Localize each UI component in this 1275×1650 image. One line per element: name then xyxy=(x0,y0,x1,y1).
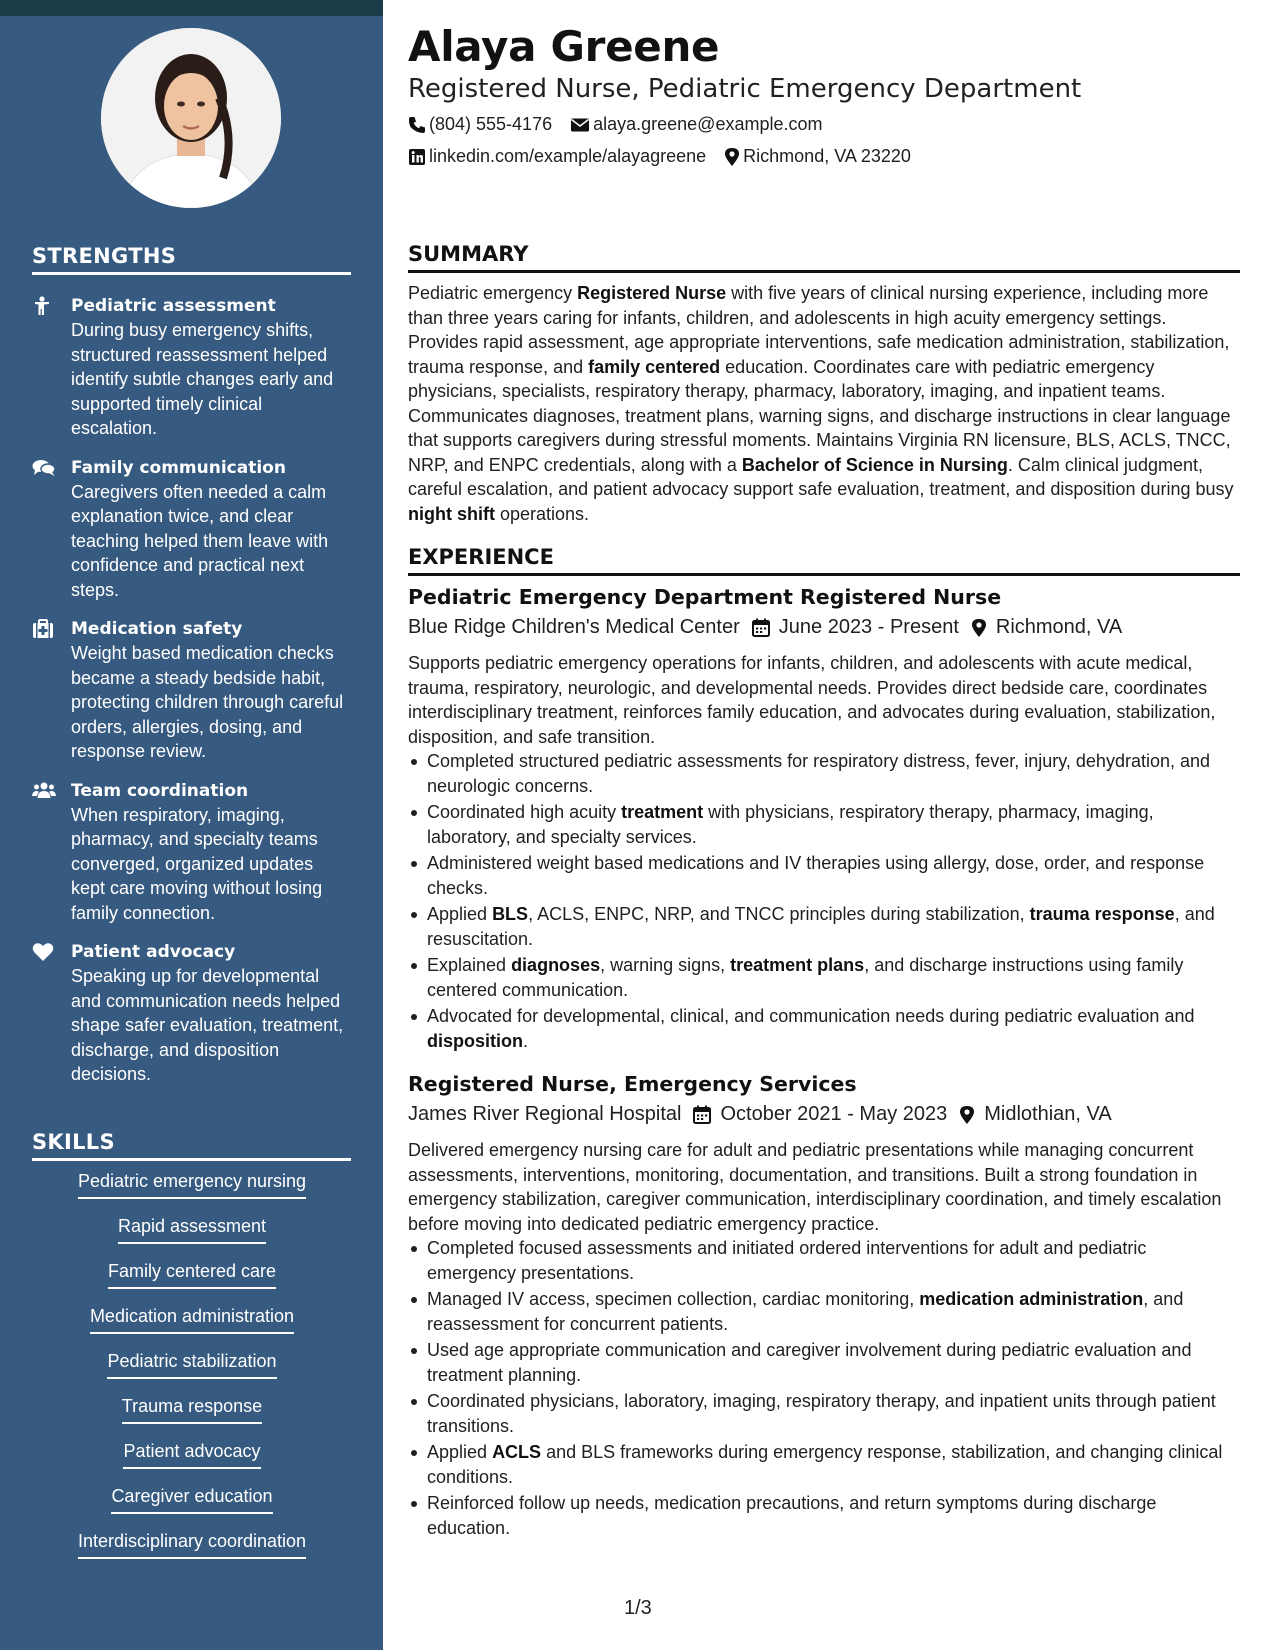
strength-item xyxy=(32,617,352,764)
skill-tag xyxy=(32,1168,352,1213)
text-run: Coordinated high acuity xyxy=(427,802,622,822)
job-bullets xyxy=(408,1236,1240,1542)
text-run: Advocated for developmental, clinical, and communication needs during pediatric evaluation and xyxy=(427,1006,1195,1026)
strengths-heading: STRENGTHS xyxy=(32,244,177,268)
text-run: with physicians, respiratory therapy, pharmacy, imaging, laboratory, and specialty services. xyxy=(427,802,1154,847)
strength-description: Weight based medication checks became a steady bedside habit, protecting children through careful orders, allergies, dosing, and response review. xyxy=(71,643,344,761)
skills-list xyxy=(32,1168,352,1573)
calendar-icon xyxy=(740,618,779,637)
job-title: Pediatric Emergency Department Registered Nurse xyxy=(408,585,1002,609)
skill-tag xyxy=(32,1213,352,1258)
text-run: Managed IV access, specimen collection, cardiac monitoring, xyxy=(427,1289,920,1309)
summary-heading: SUMMARY xyxy=(408,242,529,266)
text-run: Administered weight based medications and IV therapies using allergy, dose, order, and response checks. xyxy=(427,853,1205,898)
contact-row-1 xyxy=(408,114,841,135)
skill-label: Family centered care xyxy=(108,1258,276,1289)
emphasis-text: ACLS xyxy=(492,1442,542,1462)
person-icon xyxy=(32,296,71,316)
strength-title: Family communication xyxy=(71,457,286,478)
strength-title: Pediatric assessment xyxy=(71,296,276,316)
text-run: Completed structured pediatric assessments for respiratory distress, fever, injury, dehydration, and neurologic concerns. xyxy=(427,751,1211,796)
text-run: . Calm clinical judgment, careful escalation, and patient advocacy support safe evaluation, treatment, and disposition during busy xyxy=(408,454,1234,499)
calendar-icon xyxy=(681,1105,720,1124)
strength-description: Caregivers often needed a calm explanation twice, and clear teaching helped them leave with confidence and practical next steps. xyxy=(71,481,329,600)
text-run: Pediatric emergency xyxy=(408,283,578,303)
contact-row-2 xyxy=(408,146,929,167)
job-title: Registered Nurse, Emergency Services xyxy=(408,1072,857,1096)
bullet-item xyxy=(408,1004,1240,1053)
strengths-divider xyxy=(32,272,351,275)
text-run: Completed focused assessments and initiated ordered interventions for adult and pediatric emergency presentations. xyxy=(427,1238,1147,1283)
envelope-icon xyxy=(570,117,593,133)
profile-photo xyxy=(101,28,281,208)
job-meta xyxy=(408,616,1122,639)
bullet-item xyxy=(408,749,1240,798)
emphasis-text: treatment xyxy=(621,802,704,822)
bullet-item xyxy=(408,1491,1240,1540)
bullet-item xyxy=(408,953,1240,1002)
text-run: Reinforced follow up needs, medication precautions, and return symptoms during discharge education. xyxy=(427,1493,1157,1538)
skill-label: Pediatric emergency nursing xyxy=(78,1168,306,1199)
phone-icon xyxy=(408,116,429,134)
bullet-item xyxy=(408,851,1240,900)
candidate-headline: Registered Nurse, Pediatric Emergency Department xyxy=(408,74,1082,104)
text-run: Coordinated physicians, laboratory, imaging, respiratory therapy, and inpatient units through patient transitions. xyxy=(427,1391,1216,1436)
strength-item xyxy=(32,779,352,926)
bullet-item xyxy=(408,1440,1240,1489)
map-pin-icon xyxy=(724,147,743,167)
job-bullets xyxy=(408,749,1240,1055)
employer-name: Blue Ridge Children's Medical Center xyxy=(408,616,740,638)
emphasis-text: trauma response xyxy=(1029,904,1175,924)
skill-tag xyxy=(32,1438,352,1483)
job-description: Delivered emergency nursing care for adult and pediatric presentations while managing concurrent assessments, interventions, monitoring, documentation, and transitions. Built a strong foundation in emergency stabilization, caregiver communication, interdisciplinary coordination, and timely escalation before moving into dedicated pediatric emergency practice. xyxy=(408,1140,1222,1234)
heart-icon xyxy=(32,942,71,962)
emphasis-text: Bachelor of Science in Nursing xyxy=(741,454,1008,475)
emphasis-text: diagnoses xyxy=(511,955,601,975)
text-run: , and discharge instructions using family centered communication. xyxy=(427,955,1184,1000)
skill-label: Rapid assessment xyxy=(118,1213,266,1244)
skills-divider xyxy=(32,1158,351,1161)
employer-name: James River Regional Hospital xyxy=(408,1103,682,1125)
email-text: alaya.greene@example.com xyxy=(593,114,823,134)
emphasis-text: Registered Nurse xyxy=(577,283,727,303)
strength-title: Medication safety xyxy=(71,619,243,639)
summary-divider xyxy=(408,270,1240,273)
skill-tag xyxy=(32,1303,352,1348)
emphasis-text: night shift xyxy=(408,503,495,524)
text-run: Explained xyxy=(427,955,512,975)
skill-label: Medication administration xyxy=(90,1303,294,1334)
strength-description: When respiratory, imaging, pharmacy, and specialty teams converged, organized updates kept care moving without losing family connection. xyxy=(71,804,323,923)
strength-description: During busy emergency shifts, structured reassessment helped identify subtle changes early and supported timely clinical escalation. xyxy=(71,320,334,438)
skill-label: Pediatric stabilization xyxy=(107,1348,276,1379)
candidate-name: Alaya Greene xyxy=(408,22,720,71)
strength-item xyxy=(32,456,352,603)
bullet-item xyxy=(408,1287,1240,1336)
experience-heading: EXPERIENCE xyxy=(408,545,554,569)
medkit-icon xyxy=(32,619,71,639)
bullet-item xyxy=(408,1338,1240,1387)
strength-item xyxy=(32,294,352,441)
chat-bubbles-icon xyxy=(32,458,71,478)
contact-phone[interactable] xyxy=(408,114,552,135)
bullet-item xyxy=(408,1389,1240,1438)
skill-label: Trauma response xyxy=(122,1393,262,1424)
skill-tag xyxy=(32,1528,352,1573)
strength-description: Speaking up for developmental and communication needs helped shape safer evaluation, treatment, discharge, and disposition decisions. xyxy=(71,966,344,1084)
text-run: , ACLS, ENPC, NRP, and TNCC principles during stabilization, xyxy=(528,904,1030,924)
emphasis-text: treatment plans xyxy=(730,955,865,975)
team-icon xyxy=(32,781,71,799)
strength-item xyxy=(32,940,352,1087)
location-text: Richmond, VA 23220 xyxy=(743,146,911,166)
text-run: with five years of clinical nursing experience, including more than three years caring for infants, children, and adolescents in high acuity emergency settings. Provides rapid assessment, age appropriate interventions, safe medication administration, stabilization, trauma response, and xyxy=(408,283,1230,377)
text-run: Applied xyxy=(427,904,493,924)
text-run: and BLS frameworks during emergency response, stabilization, and changing clinical conditions. xyxy=(427,1442,1223,1487)
map-pin-icon xyxy=(959,618,996,638)
emphasis-text: family centered xyxy=(588,356,721,377)
text-run: Applied xyxy=(427,1442,493,1462)
linkedin-icon xyxy=(408,148,429,166)
job-location: Midlothian, VA xyxy=(984,1103,1112,1125)
text-run: , and reassessment for concurrent patients. xyxy=(427,1289,1184,1334)
contact-email[interactable] xyxy=(570,114,822,135)
strength-title: Team coordination xyxy=(71,780,249,801)
map-pin-icon xyxy=(947,1105,984,1125)
skill-label: Patient advocacy xyxy=(123,1438,260,1469)
text-run: . xyxy=(523,1030,529,1051)
skill-label: Interdisciplinary coordination xyxy=(78,1528,306,1559)
experience-divider xyxy=(408,573,1240,576)
contact-linkedin[interactable] xyxy=(408,146,706,167)
skill-tag xyxy=(32,1348,352,1393)
phone-text: (804) 555-4176 xyxy=(429,114,553,134)
strengths-list xyxy=(32,294,352,1102)
skills-heading: SKILLS xyxy=(32,1130,115,1154)
contact-location xyxy=(724,146,911,167)
job-meta xyxy=(408,1103,1112,1126)
summary-paragraph xyxy=(408,281,1240,526)
bullet-item xyxy=(408,902,1240,951)
page-number: 1/3 xyxy=(624,1597,652,1619)
text-run: Used age appropriate communication and caregiver involvement during pediatric evaluation and treatment planning. xyxy=(427,1340,1192,1385)
emphasis-text: medication administration xyxy=(919,1289,1144,1309)
job-description: Supports pediatric emergency operations for infants, children, and adolescents with acute medical, trauma, respiratory, neurologic, and developmental needs. Provides direct bedside care, coordinates interdisciplinary treatment, reinforces family education, and advocates during evaluation, stabilization, disposition, and safe transition. xyxy=(408,653,1216,747)
text-run: operations. xyxy=(494,503,590,524)
sidebar-top-band xyxy=(0,0,383,16)
skill-tag xyxy=(32,1258,352,1303)
job-dates: October 2021 - May 2023 xyxy=(720,1103,948,1125)
bullet-item xyxy=(408,1236,1240,1285)
job-location: Richmond, VA xyxy=(995,616,1123,638)
linkedin-text: linkedin.com/example/alayagreene xyxy=(429,146,707,166)
emphasis-text: BLS xyxy=(492,904,529,924)
text-run: , and resuscitation. xyxy=(427,904,1215,949)
text-run: education. Coordinates care with pediatric emergency physicians, specialists, respiratory therapy, pharmacy, laboratory, imaging, and inpatient teams. Communicates diagnoses, treatment plans, warning signs, and discharge instructions in clear language that supports caregivers during stressful moments. Maintains Virginia RN licensure, BLS, ACLS, TNCC, NRP, and ENPC credentials, along with a xyxy=(408,356,1231,475)
skill-tag xyxy=(32,1483,352,1528)
strength-title: Patient advocacy xyxy=(71,942,236,962)
bullet-item xyxy=(408,800,1240,849)
job-dates: June 2023 - Present xyxy=(778,616,959,638)
text-run: , warning signs, xyxy=(600,955,731,975)
sidebar xyxy=(0,16,383,1650)
skill-label: Caregiver education xyxy=(111,1483,272,1514)
emphasis-text: disposition xyxy=(427,1030,523,1051)
skill-tag xyxy=(32,1393,352,1438)
